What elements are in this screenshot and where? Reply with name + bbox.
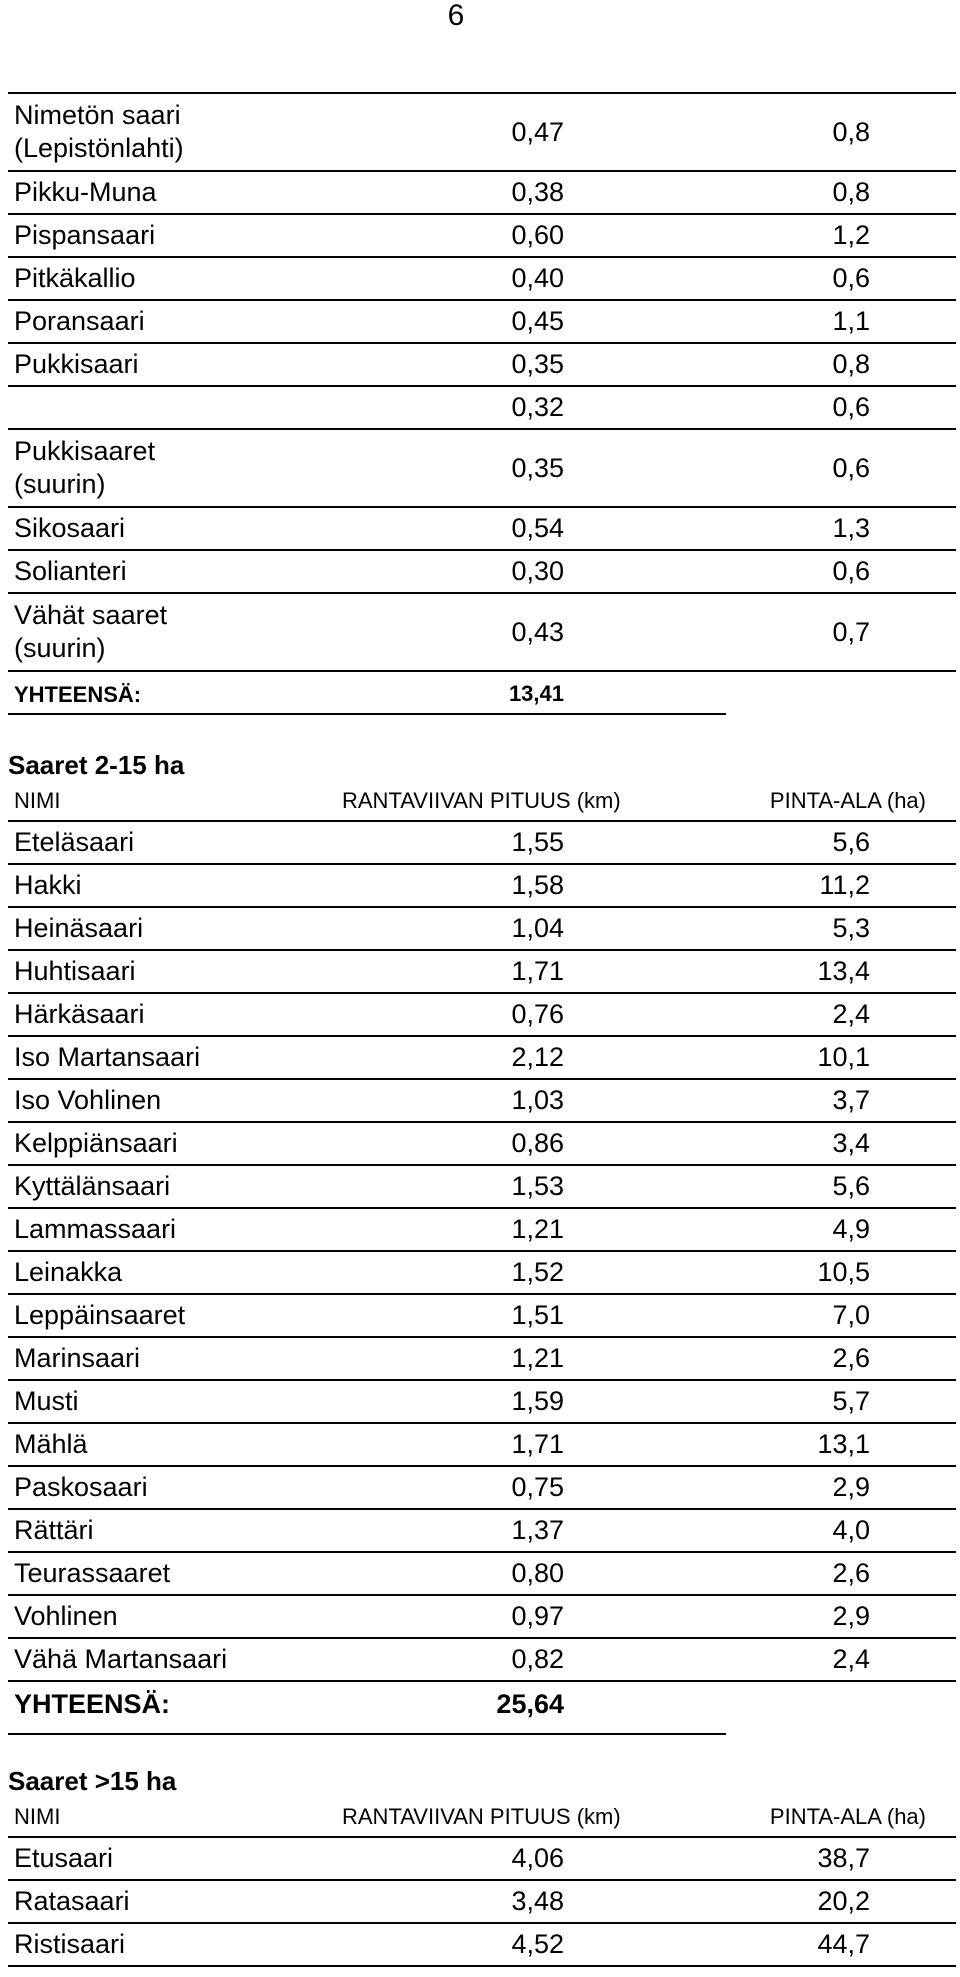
table-row — [8, 1924, 956, 1967]
area: 0,7 — [832, 616, 870, 647]
table-row — [8, 1338, 956, 1381]
shoreline-length: 0,35 — [511, 349, 564, 379]
island-name: Poransaari — [14, 306, 145, 336]
header-name: NIMI — [14, 788, 61, 813]
shoreline-length: 0,82 — [511, 1644, 564, 1674]
islands-table-over-15ha — [8, 1798, 956, 1967]
shoreline-length: 1,21 — [511, 1214, 564, 1244]
island-name: Etusaari — [14, 1843, 114, 1873]
shoreline-length: 4,06 — [511, 1843, 564, 1873]
area: 0,6 — [832, 263, 870, 293]
table-row — [8, 822, 956, 865]
shoreline-length: 0,75 — [511, 1472, 564, 1502]
island-name: Hakki — [14, 870, 82, 900]
shoreline-length: 1,04 — [511, 913, 564, 943]
island-name: Paskosaari — [14, 1472, 148, 1502]
shoreline-length: 1,58 — [511, 870, 564, 900]
table-row — [8, 865, 956, 908]
section-title-2-15ha: Saaret 2-15 ha — [8, 750, 185, 780]
shoreline-length: 0,86 — [511, 1128, 564, 1158]
table-row — [8, 1166, 956, 1209]
table-row — [8, 1381, 956, 1424]
island-name: Vähä Martansaari — [14, 1644, 228, 1674]
table-row — [8, 94, 956, 172]
table-row — [8, 1510, 956, 1553]
area: 7,0 — [832, 1300, 870, 1330]
island-name: Nimetön saari (Lepistönlahti) — [14, 100, 184, 163]
area: 5,6 — [832, 827, 870, 857]
area: 5,6 — [832, 1171, 870, 1201]
area: 0,6 — [832, 452, 870, 483]
island-name: Leinakka — [14, 1257, 123, 1287]
table-row — [8, 594, 956, 672]
table-row — [8, 172, 956, 215]
header-shore: RANTAVIIVAN PITUUS (km) — [342, 788, 621, 813]
area: 1,2 — [832, 220, 870, 250]
area: 4,9 — [832, 1214, 870, 1244]
shoreline-length: 0,54 — [511, 513, 564, 543]
area: 2,9 — [832, 1601, 870, 1631]
table-row — [8, 951, 956, 994]
shoreline-length: 1,59 — [511, 1386, 564, 1416]
total-row — [8, 1682, 956, 1726]
shoreline-length: 0,38 — [511, 177, 564, 207]
island-name: Kelppiänsaari — [14, 1128, 178, 1158]
total-label: YHTEENSÄ: — [14, 1688, 171, 1719]
shoreline-length: 0,45 — [511, 306, 564, 336]
table-row — [8, 1123, 956, 1166]
island-name: Härkäsaari — [14, 999, 145, 1029]
area: 2,4 — [832, 1644, 870, 1674]
island-name: Eteläsaari — [14, 827, 135, 857]
table-row — [8, 344, 956, 387]
shoreline-length: 1,03 — [511, 1085, 564, 1115]
island-name: Pukkisaari — [14, 349, 139, 379]
area: 11,2 — [819, 870, 870, 900]
table-row — [8, 1080, 956, 1123]
shoreline-length: 0,80 — [511, 1558, 564, 1588]
shoreline-length: 0,43 — [511, 616, 564, 647]
island-name: Marinsaari — [14, 1343, 141, 1373]
island-name: Rättäri — [14, 1515, 94, 1545]
table-row — [8, 994, 956, 1037]
island-name: Pikku-Muna — [14, 177, 157, 207]
island-name: Iso Vohlinen — [14, 1085, 162, 1115]
area: 13,4 — [817, 956, 870, 986]
shoreline-length: 1,21 — [511, 1343, 564, 1373]
area: 0,8 — [832, 116, 870, 147]
area: 5,3 — [832, 913, 870, 943]
shoreline-length: 0,47 — [511, 116, 564, 147]
area: 3,4 — [832, 1128, 870, 1158]
shoreline-length: 1,55 — [511, 827, 564, 857]
island-name: Lammassaari — [14, 1214, 177, 1244]
area: 0,8 — [832, 349, 870, 379]
table-row — [8, 1209, 956, 1252]
table-row — [8, 1252, 956, 1295]
shoreline-length: 0,97 — [511, 1601, 564, 1631]
table-row — [8, 1553, 956, 1596]
table-row — [8, 215, 956, 258]
table-row — [8, 1467, 956, 1510]
total-row — [8, 672, 956, 716]
island-name: Vohlinen — [14, 1601, 118, 1631]
area: 0,8 — [832, 177, 870, 207]
table-row — [8, 1295, 956, 1338]
area: 4,0 — [832, 1515, 870, 1545]
table-row — [8, 258, 956, 301]
island-name: Sikosaari — [14, 513, 126, 543]
island-name: Heinäsaari — [14, 913, 144, 943]
island-name: Musti — [14, 1386, 79, 1416]
table-row — [8, 1424, 956, 1467]
island-name: Solianteri — [14, 556, 127, 586]
shoreline-length: 0,32 — [511, 392, 564, 422]
island-name: Teurassaaret — [14, 1558, 171, 1588]
table-row — [8, 508, 956, 551]
area: 10,1 — [817, 1042, 870, 1072]
total-underline — [8, 1733, 726, 1735]
island-name: Vähät saaret (suurin) — [14, 600, 168, 663]
island-name: Iso Martansaari — [14, 1042, 201, 1072]
section-title-over-15ha: Saaret >15 ha — [8, 1766, 177, 1796]
area: 0,6 — [832, 392, 870, 422]
table-header — [8, 782, 956, 822]
shoreline-length: 1,71 — [511, 956, 564, 986]
island-name: Ratasaari — [14, 1886, 130, 1916]
shoreline-length: 0,30 — [511, 556, 564, 586]
table-row — [8, 1596, 956, 1639]
island-name: Pispansaari — [14, 220, 156, 250]
island-name: Ristisaari — [14, 1929, 126, 1959]
island-name: Kyttälänsaari — [14, 1171, 171, 1201]
header-name: NIMI — [14, 1804, 61, 1829]
total-value: 25,64 — [496, 1688, 564, 1719]
shoreline-length: 0,60 — [511, 220, 564, 250]
table-row — [8, 1639, 956, 1682]
island-name: Huhtisaari — [14, 956, 136, 986]
table-row — [8, 1881, 956, 1924]
area: 2,6 — [832, 1343, 870, 1373]
shoreline-length: 0,76 — [511, 999, 564, 1029]
table-row — [8, 1037, 956, 1080]
area: 2,9 — [832, 1472, 870, 1502]
table-row — [8, 387, 956, 430]
islands-table-2-15ha — [8, 782, 956, 1726]
shoreline-length: 1,53 — [511, 1171, 564, 1201]
total-label: YHTEENSÄ: — [14, 681, 142, 707]
total-underline — [8, 713, 726, 715]
header-area: PINTA-ALA (ha) — [769, 1804, 926, 1829]
area: 20,2 — [817, 1886, 870, 1916]
shoreline-length: 3,48 — [511, 1886, 564, 1916]
total-value: 13,41 — [508, 681, 564, 706]
table-row — [8, 908, 956, 951]
header-area: PINTA-ALA (ha) — [769, 788, 926, 813]
island-name: Pukkisaaret (suurin) — [14, 436, 156, 499]
area: 2,6 — [832, 1558, 870, 1588]
area: 2,4 — [832, 999, 870, 1029]
area: 44,7 — [817, 1929, 870, 1959]
area: 3,7 — [832, 1085, 870, 1115]
shoreline-length: 4,52 — [511, 1929, 564, 1959]
area: 1,3 — [832, 513, 870, 543]
shoreline-length: 0,40 — [511, 263, 564, 293]
area: 1,1 — [832, 306, 870, 336]
header-shore: RANTAVIIVAN PITUUS (km) — [342, 1804, 621, 1829]
table-header — [8, 1798, 956, 1838]
table-row — [8, 1838, 956, 1881]
table-row — [8, 551, 956, 594]
area: 38,7 — [817, 1843, 870, 1873]
island-name: Pitkäkallio — [14, 263, 136, 293]
page-number: 6 — [447, 0, 465, 32]
table-row — [8, 430, 956, 508]
shoreline-length: 0,35 — [511, 452, 564, 483]
shoreline-length: 1,52 — [511, 1257, 564, 1287]
island-name: Mählä — [14, 1429, 88, 1459]
shoreline-length: 1,37 — [511, 1515, 564, 1545]
island-name: Leppäinsaaret — [14, 1300, 186, 1330]
table-row — [8, 301, 956, 344]
area: 0,6 — [832, 556, 870, 586]
shoreline-length: 1,51 — [511, 1300, 564, 1330]
area: 13,1 — [817, 1429, 870, 1459]
islands-table-small — [8, 92, 956, 716]
shoreline-length: 1,71 — [511, 1429, 564, 1459]
area: 5,7 — [832, 1386, 870, 1416]
shoreline-length: 2,12 — [511, 1042, 564, 1072]
area: 10,5 — [817, 1257, 870, 1287]
